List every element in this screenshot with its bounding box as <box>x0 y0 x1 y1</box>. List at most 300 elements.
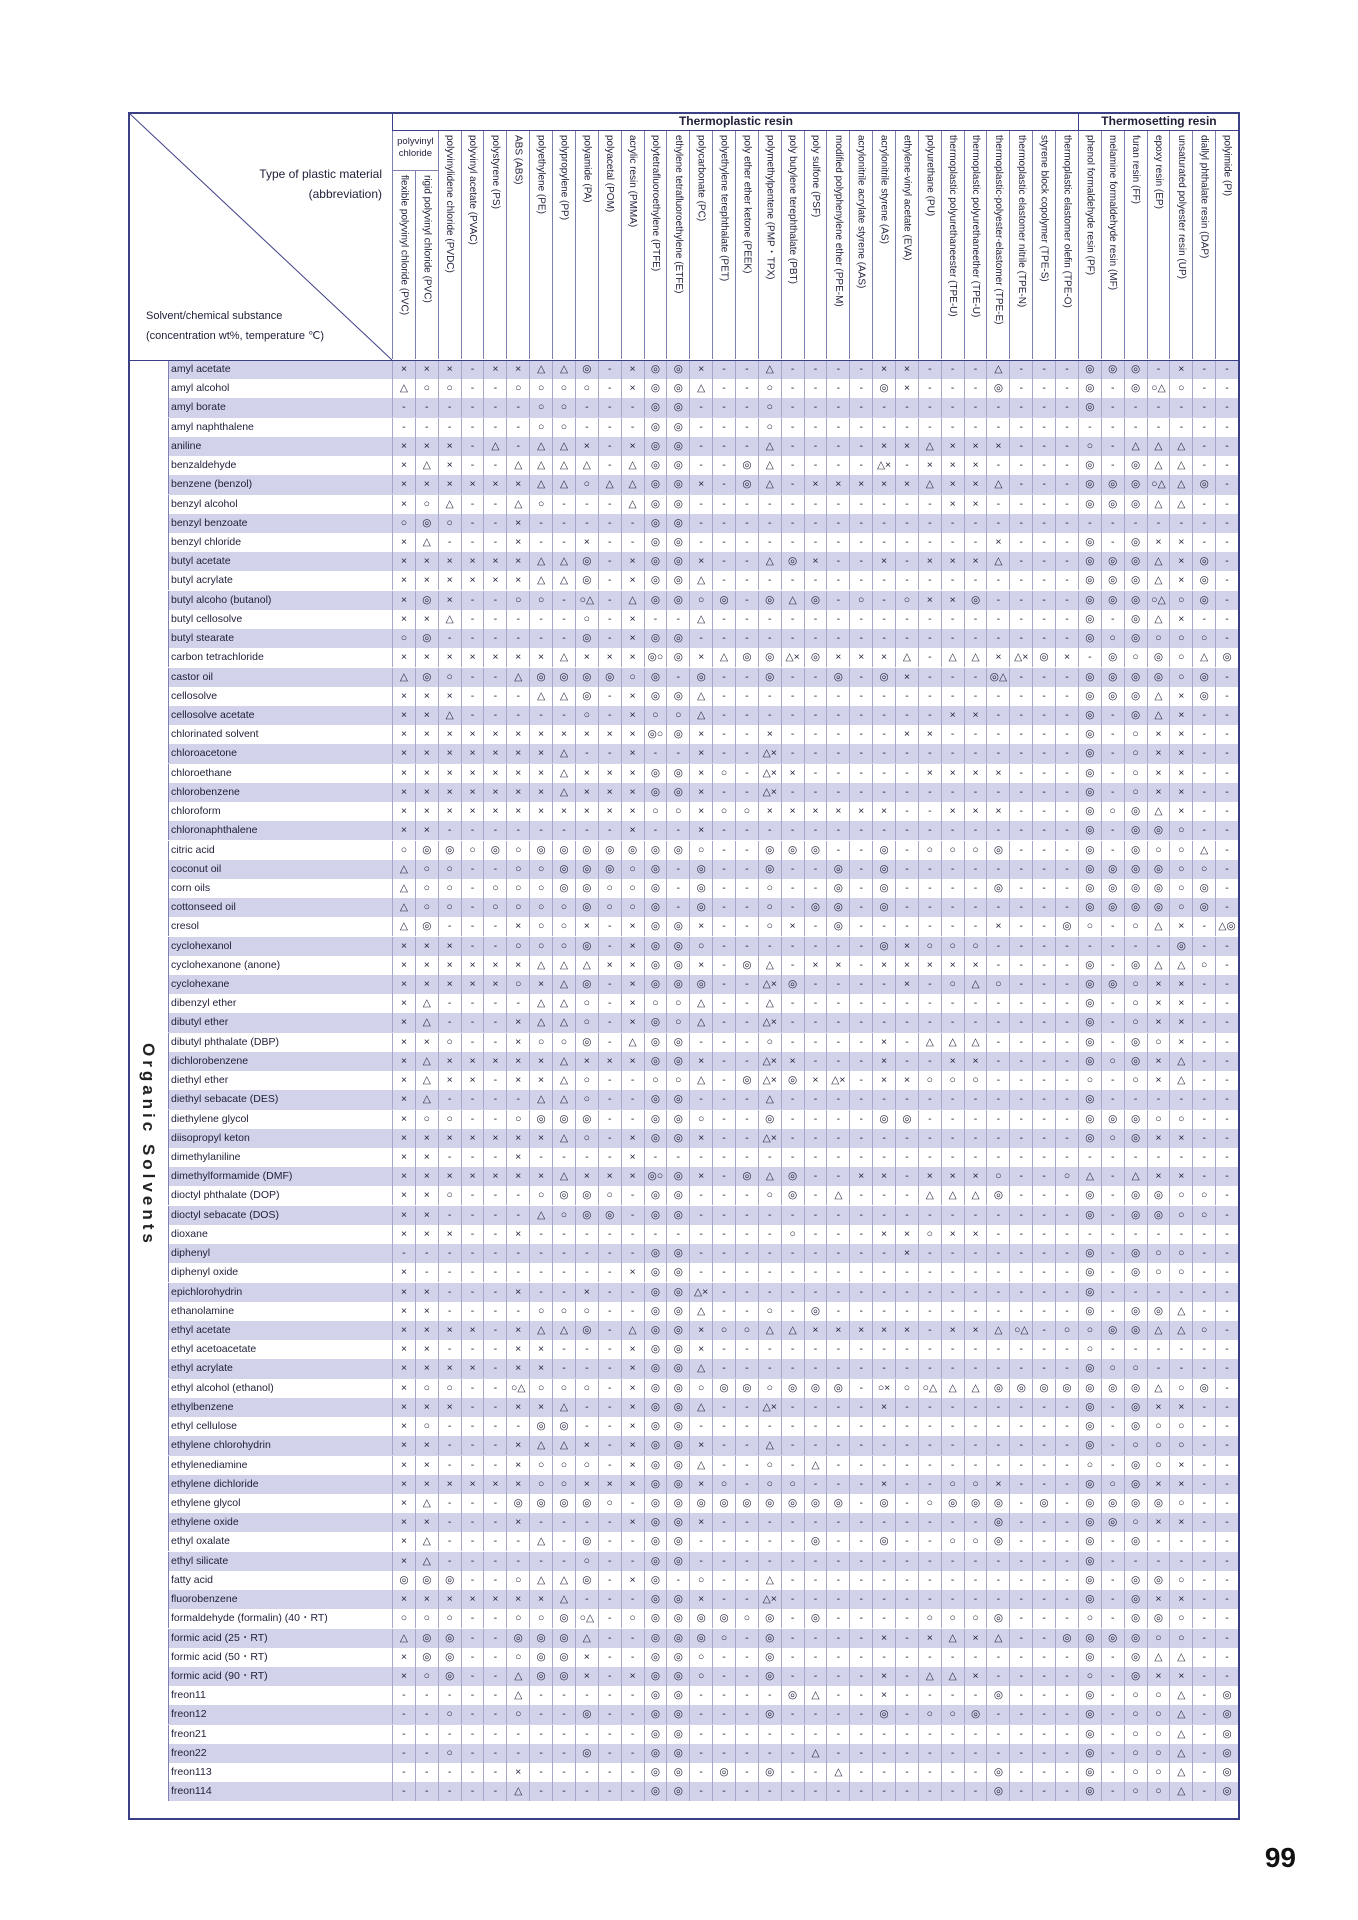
resistance-cell: ◎ <box>1124 1609 1147 1628</box>
solvent-name: ethyl alcohol (ethanol) <box>168 1379 392 1398</box>
resistance-cell: ◎ <box>598 1206 621 1225</box>
resistance-cell: - <box>895 1436 918 1455</box>
resistance-cell: - <box>438 1206 461 1225</box>
resistance-cell: △ <box>529 1090 552 1109</box>
resistance-cell: - <box>712 1148 735 1167</box>
resistance-cell: - <box>1192 514 1215 533</box>
table-row <box>168 1263 1238 1282</box>
resistance-cell: - <box>483 821 506 840</box>
resistance-cell: × <box>1169 725 1192 744</box>
resistance-cell: ◎ <box>666 1705 689 1724</box>
resistance-cell: × <box>689 648 712 667</box>
resistance-cell: ○ <box>1124 1686 1147 1705</box>
resistance-cell: ◎ <box>872 668 895 687</box>
resistance-cell: - <box>712 1359 735 1378</box>
solvent-name: ethanolamine <box>168 1302 392 1321</box>
resistance-cell: - <box>1055 937 1078 956</box>
resistance-cell: - <box>1101 418 1124 437</box>
resistance-cell: △ <box>529 956 552 975</box>
resistance-cell: - <box>1055 1475 1078 1494</box>
resistance-cell: ○ <box>1169 821 1192 840</box>
resistance-cell: - <box>598 1436 621 1455</box>
resistance-cell: - <box>895 1013 918 1032</box>
table-row <box>168 379 1238 398</box>
table-row <box>168 1513 1238 1532</box>
column-header-label: ethylene tetrafluoroethylene (ETFE) <box>672 135 684 294</box>
resistance-cell: - <box>872 1513 895 1532</box>
resistance-cell: - <box>712 1532 735 1551</box>
resistance-cell: - <box>461 1379 484 1398</box>
resistance-cell: - <box>552 591 575 610</box>
resistance-cell: - <box>918 1744 941 1763</box>
resistance-cell: - <box>1055 860 1078 879</box>
resistance-cell: - <box>506 1090 529 1109</box>
resistance-cell: - <box>461 1763 484 1782</box>
resistance-cell: × <box>461 744 484 763</box>
resistance-cell: - <box>598 1456 621 1475</box>
page-number: 99 <box>1264 1842 1296 1873</box>
resistance-cell: × <box>506 1148 529 1167</box>
resistance-cell: - <box>804 456 827 475</box>
resistance-cell: - <box>598 994 621 1013</box>
resistance-cell: × <box>461 764 484 783</box>
resistance-cell: ◎ <box>1124 687 1147 706</box>
resistance-cell: ○ <box>1147 1110 1170 1129</box>
resistance-cell: - <box>1009 475 1032 494</box>
resistance-cell: - <box>1101 1436 1124 1455</box>
resistance-cell: △ <box>964 975 987 994</box>
resistance-cell: ◎ <box>575 629 598 648</box>
resistance-cell: ◎ <box>575 360 598 379</box>
resistance-cell: - <box>895 1148 918 1167</box>
resistance-cell: ○ <box>392 841 415 860</box>
resistance-cell: - <box>849 1225 872 1244</box>
resistance-cell: ○ <box>1169 841 1192 860</box>
resistance-cell: - <box>735 1763 758 1782</box>
resistance-cell: ○ <box>758 1033 781 1052</box>
resistance-cell: ◎ <box>826 1379 849 1398</box>
resistance-cell: - <box>804 1398 827 1417</box>
resistance-cell: ◎ <box>986 379 1009 398</box>
resistance-cell: ○ <box>506 1648 529 1667</box>
resistance-cell: - <box>1055 783 1078 802</box>
resistance-cell: - <box>781 956 804 975</box>
resistance-cell: ○ <box>918 1705 941 1724</box>
resistance-cell: - <box>552 1359 575 1378</box>
resistance-cell: - <box>872 1609 895 1628</box>
resistance-cell: △ <box>438 610 461 629</box>
resistance-cell: - <box>1215 379 1238 398</box>
column-header-label: rigid polyvinyl chloride (PVC) <box>421 175 433 303</box>
resistance-cell: - <box>895 1532 918 1551</box>
resistance-cell: ○ <box>964 1532 987 1551</box>
resistance-cell: - <box>941 533 964 552</box>
column-header <box>529 131 552 359</box>
solvent-label <box>146 306 324 346</box>
resistance-cell: ○ <box>1101 629 1124 648</box>
solvent-name: dioxane <box>168 1225 392 1244</box>
resistance-cell: - <box>1101 725 1124 744</box>
resistance-cell: - <box>1055 1340 1078 1359</box>
resistance-cell: △ <box>552 648 575 667</box>
resistance-cell: - <box>735 687 758 706</box>
resistance-cell: ○ <box>1147 1263 1170 1282</box>
resistance-cell: - <box>872 1148 895 1167</box>
table-row <box>168 668 1238 687</box>
resistance-cell: - <box>1101 1744 1124 1763</box>
resistance-cell: - <box>461 937 484 956</box>
resistance-cell: ◎ <box>1009 1379 1032 1398</box>
resistance-cell: - <box>552 1782 575 1801</box>
resistance-cell: - <box>598 360 621 379</box>
resistance-cell: ◎ <box>1078 398 1101 417</box>
resistance-cell: ◎ <box>872 1494 895 1513</box>
resistance-cell: × <box>392 1225 415 1244</box>
resistance-cell: - <box>826 687 849 706</box>
resistance-cell: ○ <box>758 1379 781 1398</box>
resistance-cell: - <box>986 610 1009 629</box>
resistance-cell: - <box>849 418 872 437</box>
resistance-cell: - <box>1009 1648 1032 1667</box>
resistance-cell: × <box>392 1129 415 1148</box>
resistance-cell: - <box>895 1475 918 1494</box>
resistance-cell: ◎ <box>666 975 689 994</box>
column-header-label: polyethylene terephthalate (PET) <box>718 135 730 282</box>
resistance-cell: - <box>895 1090 918 1109</box>
resistance-cell: - <box>1101 1763 1124 1782</box>
resistance-cell: - <box>1215 1417 1238 1436</box>
resistance-cell: - <box>1215 1398 1238 1417</box>
resistance-cell: - <box>1215 1302 1238 1321</box>
resistance-cell: - <box>781 379 804 398</box>
resistance-cell: - <box>1192 610 1215 629</box>
resistance-cell: × <box>689 1436 712 1455</box>
table-row <box>168 1667 1238 1686</box>
resistance-cell: ◎ <box>1147 879 1170 898</box>
resistance-cell: - <box>689 495 712 514</box>
resistance-cell: - <box>941 360 964 379</box>
resistance-cell: - <box>735 975 758 994</box>
resistance-cell: - <box>758 1552 781 1571</box>
resistance-cell: × <box>689 1052 712 1071</box>
resistance-cell: - <box>1101 821 1124 840</box>
resistance-cell: ◎ <box>1078 1206 1101 1225</box>
resistance-cell: - <box>1055 841 1078 860</box>
resistance-cell: - <box>1101 1340 1124 1359</box>
resistance-cell: × <box>461 1167 484 1186</box>
resistance-cell: × <box>392 1532 415 1551</box>
resistance-cell: - <box>804 629 827 648</box>
resistance-cell: × <box>895 475 918 494</box>
resistance-cell: - <box>804 1436 827 1455</box>
resistance-cell: × <box>781 917 804 936</box>
resistance-cell: - <box>1032 437 1055 456</box>
resistance-cell: ◎ <box>826 1494 849 1513</box>
resistance-cell: - <box>986 514 1009 533</box>
resistance-cell: - <box>1078 514 1101 533</box>
resistance-cell: △ <box>1192 648 1215 667</box>
resistance-cell: ○ <box>758 418 781 437</box>
resistance-cell: ◎ <box>644 1763 667 1782</box>
table-row <box>168 1590 1238 1609</box>
resistance-cell: - <box>941 1686 964 1705</box>
resistance-cell: × <box>621 1436 644 1455</box>
resistance-cell: ○ <box>918 1609 941 1628</box>
resistance-cell: - <box>849 1071 872 1090</box>
side-label <box>128 470 168 1820</box>
resistance-cell: × <box>529 1167 552 1186</box>
resistance-cell: × <box>1169 744 1192 763</box>
resistance-cell: - <box>1215 1436 1238 1455</box>
resistance-cell: ○ <box>1192 1321 1215 1340</box>
resistance-cell: △ <box>415 1013 438 1032</box>
resistance-cell: - <box>1055 1667 1078 1686</box>
resistance-cell: ◎ <box>666 783 689 802</box>
resistance-cell: ○ <box>1078 1321 1101 1340</box>
resistance-cell: ◎ <box>1078 629 1101 648</box>
resistance-cell: - <box>941 1436 964 1455</box>
resistance-cell: - <box>712 1052 735 1071</box>
resistance-cell: × <box>483 648 506 667</box>
resistance-cell: × <box>849 802 872 821</box>
resistance-cell: ◎ <box>644 1283 667 1302</box>
resistance-cell: × <box>872 956 895 975</box>
resistance-cell: - <box>941 821 964 840</box>
resistance-cell: - <box>735 1283 758 1302</box>
resistance-cell: - <box>781 571 804 590</box>
resistance-cell: ◎ <box>1101 1629 1124 1648</box>
resistance-cell: × <box>392 1110 415 1129</box>
resistance-cell: - <box>461 1552 484 1571</box>
resistance-cell: - <box>1055 379 1078 398</box>
resistance-cell: - <box>1032 1782 1055 1801</box>
table-row <box>168 1609 1238 1628</box>
resistance-cell: ◎ <box>644 860 667 879</box>
resistance-cell: - <box>1215 418 1238 437</box>
resistance-cell: - <box>826 1340 849 1359</box>
resistance-cell: - <box>1215 841 1238 860</box>
resistance-cell: - <box>1055 1263 1078 1282</box>
resistance-cell: - <box>1192 1648 1215 1667</box>
resistance-cell: △ <box>529 1532 552 1551</box>
resistance-cell: - <box>781 898 804 917</box>
resistance-cell: × <box>438 1359 461 1378</box>
resistance-cell: ○ <box>598 879 621 898</box>
resistance-cell: - <box>826 533 849 552</box>
resistance-cell: - <box>1032 1725 1055 1744</box>
resistance-cell: - <box>826 571 849 590</box>
resistance-cell: - <box>758 1782 781 1801</box>
resistance-cell: ◎ <box>1055 1629 1078 1648</box>
resistance-cell: - <box>1215 937 1238 956</box>
resistance-cell: × <box>415 1129 438 1148</box>
resistance-cell: △ <box>758 1090 781 1109</box>
resistance-cell: ◎ <box>1078 495 1101 514</box>
resistance-cell: - <box>575 418 598 437</box>
resistance-cell: ◎ <box>1078 725 1101 744</box>
resistance-cell: - <box>1032 398 1055 417</box>
resistance-cell: - <box>964 994 987 1013</box>
resistance-cell: ◎ <box>1192 879 1215 898</box>
resistance-cell: ○ <box>415 379 438 398</box>
resistance-cell: - <box>804 994 827 1013</box>
resistance-cell: - <box>438 1263 461 1282</box>
resistance-cell: - <box>1215 1013 1238 1032</box>
resistance-cell: - <box>941 1725 964 1744</box>
resistance-cell: ○ <box>1078 437 1101 456</box>
resistance-cell: ◎ <box>781 1494 804 1513</box>
resistance-cell: × <box>438 648 461 667</box>
resistance-cell: - <box>941 917 964 936</box>
resistance-cell: ◎ <box>1124 1033 1147 1052</box>
resistance-cell: ◎ <box>666 1456 689 1475</box>
resistance-cell: ◎ <box>1124 1206 1147 1225</box>
resistance-cell: - <box>1192 1398 1215 1417</box>
column-header <box>598 131 621 359</box>
resistance-cell: - <box>461 1263 484 1282</box>
resistance-cell: ○ <box>1169 1436 1192 1455</box>
solvent-name: chlorinated solvent <box>168 725 392 744</box>
resistance-cell: - <box>826 1648 849 1667</box>
resistance-cell: × <box>392 610 415 629</box>
resistance-cell: - <box>872 725 895 744</box>
resistance-cell: ◎ <box>758 1705 781 1724</box>
resistance-cell: ◎ <box>804 1379 827 1398</box>
resistance-cell: △ <box>1147 802 1170 821</box>
resistance-cell: × <box>895 668 918 687</box>
resistance-cell: ◎ <box>1215 648 1238 667</box>
resistance-cell: ○ <box>1124 744 1147 763</box>
resistance-cell: - <box>964 1763 987 1782</box>
resistance-cell: - <box>895 1725 918 1744</box>
resistance-cell: ◎ <box>758 1609 781 1628</box>
resistance-cell: - <box>895 1763 918 1782</box>
resistance-cell: ◎ <box>644 764 667 783</box>
resistance-cell: - <box>986 956 1009 975</box>
resistance-cell: ◎ <box>529 668 552 687</box>
resistance-cell: △ <box>781 1321 804 1340</box>
resistance-cell: × <box>826 475 849 494</box>
resistance-cell: - <box>781 1532 804 1551</box>
resistance-cell: - <box>781 725 804 744</box>
resistance-cell: × <box>895 956 918 975</box>
resistance-cell: - <box>1009 937 1032 956</box>
resistance-cell: - <box>1055 1302 1078 1321</box>
resistance-cell: △ <box>689 1359 712 1378</box>
resistance-cell: ○ <box>529 1302 552 1321</box>
resistance-cell: - <box>781 1417 804 1436</box>
resistance-cell: - <box>712 1110 735 1129</box>
resistance-cell: - <box>621 1283 644 1302</box>
resistance-cell: × <box>506 514 529 533</box>
resistance-cell: × <box>575 764 598 783</box>
resistance-cell: × <box>415 937 438 956</box>
resistance-cell: - <box>826 360 849 379</box>
resistance-cell: ◎ <box>621 841 644 860</box>
resistance-cell: × <box>598 956 621 975</box>
column-header-label: unsaturated polyester resin (UP) <box>1175 135 1187 279</box>
resistance-cell: - <box>1192 1013 1215 1032</box>
resistance-cell: ◎ <box>1078 1494 1101 1513</box>
resistance-cell: × <box>986 437 1009 456</box>
resistance-cell: - <box>849 533 872 552</box>
resistance-cell: ◎ <box>552 668 575 687</box>
resistance-cell: - <box>483 1148 506 1167</box>
resistance-cell: × <box>415 1590 438 1609</box>
resistance-cell: - <box>1055 1494 1078 1513</box>
resistance-cell: - <box>964 668 987 687</box>
resistance-cell: - <box>712 687 735 706</box>
resistance-cell: - <box>1009 1513 1032 1532</box>
resistance-cell: - <box>598 398 621 417</box>
resistance-cell: △ <box>552 1129 575 1148</box>
resistance-cell: ○ <box>529 1379 552 1398</box>
resistance-cell: ◎ <box>644 1475 667 1494</box>
resistance-cell: × <box>392 1552 415 1571</box>
resistance-cell: - <box>804 1167 827 1186</box>
resistance-cell: × <box>826 648 849 667</box>
resistance-cell: × <box>1147 1071 1170 1090</box>
resistance-cell: × <box>415 1359 438 1378</box>
resistance-cell: - <box>529 1744 552 1763</box>
resistance-cell: - <box>598 706 621 725</box>
resistance-cell: - <box>986 1705 1009 1724</box>
resistance-cell: × <box>621 1379 644 1398</box>
resistance-cell: ◎ <box>415 514 438 533</box>
resistance-cell: △ <box>621 591 644 610</box>
resistance-cell: ◎ <box>986 1379 1009 1398</box>
resistance-cell: - <box>483 1417 506 1436</box>
resistance-cell: △× <box>826 1071 849 1090</box>
resistance-cell: × <box>506 571 529 590</box>
resistance-cell: - <box>712 1571 735 1590</box>
resistance-cell: - <box>1032 1532 1055 1551</box>
resistance-cell: × <box>438 725 461 744</box>
resistance-cell: × <box>849 1167 872 1186</box>
resistance-cell: △ <box>758 1571 781 1590</box>
resistance-cell: - <box>872 1552 895 1571</box>
resistance-cell: - <box>918 1129 941 1148</box>
resistance-cell: - <box>1055 744 1078 763</box>
resistance-cell: - <box>826 1629 849 1648</box>
resistance-cell: × <box>483 360 506 379</box>
resistance-cell: - <box>872 917 895 936</box>
resistance-cell: - <box>895 1513 918 1532</box>
resistance-cell: × <box>964 1321 987 1340</box>
resistance-cell: ◎ <box>666 1283 689 1302</box>
resistance-cell: - <box>461 687 484 706</box>
resistance-cell: - <box>986 1263 1009 1282</box>
resistance-cell: △× <box>758 764 781 783</box>
resistance-cell: - <box>826 591 849 610</box>
resistance-cell: ○ <box>712 1475 735 1494</box>
resistance-cell: ○ <box>941 1071 964 1090</box>
resistance-cell: × <box>392 475 415 494</box>
table-row <box>168 860 1238 879</box>
resistance-cell: - <box>438 1763 461 1782</box>
resistance-cell: △ <box>392 898 415 917</box>
resistance-cell: × <box>461 725 484 744</box>
resistance-cell: - <box>826 764 849 783</box>
solvent-name: butyl stearate <box>168 629 392 648</box>
resistance-cell: - <box>735 1417 758 1436</box>
resistance-cell: × <box>392 1090 415 1109</box>
resistance-cell: × <box>621 571 644 590</box>
resistance-cell: - <box>1032 1417 1055 1436</box>
resistance-cell: - <box>826 706 849 725</box>
resistance-cell: × <box>392 1302 415 1321</box>
resistance-cell: - <box>941 610 964 629</box>
